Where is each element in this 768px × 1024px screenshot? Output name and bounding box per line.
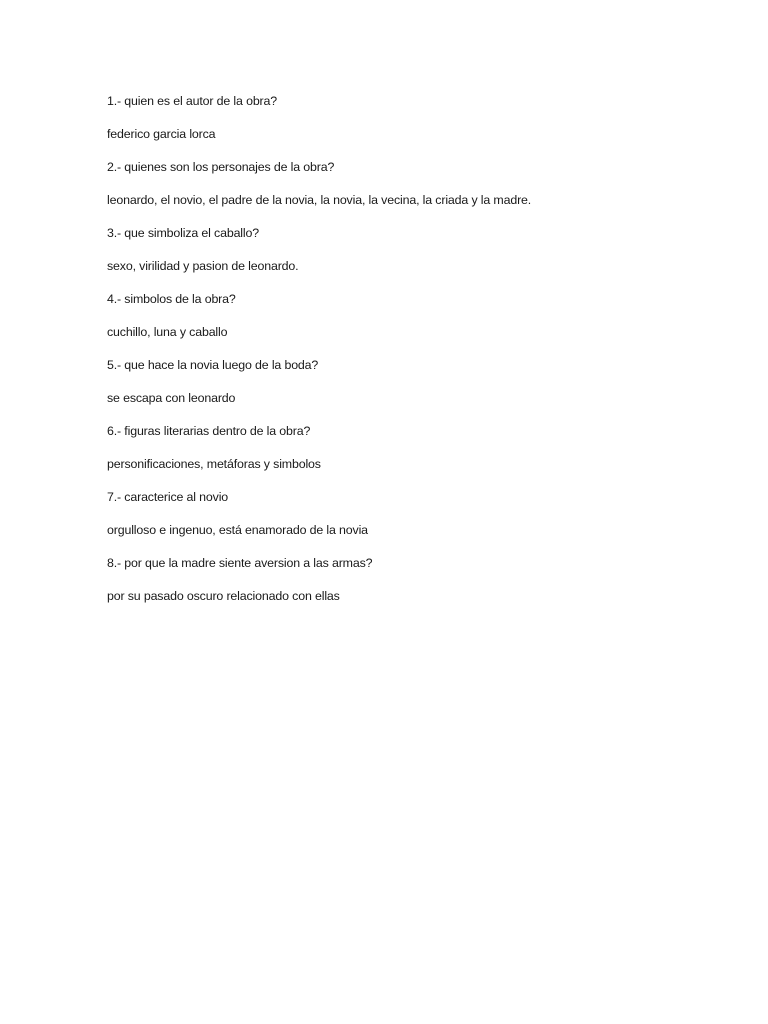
answer-7: orgulloso e ingenuo, está enamorado de la novia: [107, 523, 368, 537]
question-7: 7.- caracterice al novio: [107, 490, 229, 504]
document-page: [107, 93, 707, 621]
answer-3: sexo, virilidad y pasion de leonardo.: [107, 259, 299, 273]
answer-2: leonardo, el novio, el padre de la novia, la novia, la vecina, la criada y la madre.: [107, 193, 532, 207]
question-6: 6.- figuras literarias dentro de la obra?: [107, 424, 311, 438]
answer-4: cuchillo, luna y caballo: [107, 325, 228, 339]
answer-5: se escapa con leonardo: [107, 391, 236, 405]
question-4: 4.- simbolos de la obra?: [107, 292, 236, 306]
answer-8: por su pasado oscuro relacionado con ellas: [107, 589, 340, 603]
answer-6: personificaciones, metáforas y simbolos: [107, 457, 321, 471]
question-8: 8.- por que la madre siente aversion a las armas?: [107, 556, 373, 570]
question-2: 2.- quienes son los personajes de la obra?: [107, 160, 335, 174]
question-1: 1.- quien es el autor de la obra?: [107, 94, 278, 108]
question-3: 3.- que simboliza el caballo?: [107, 226, 259, 240]
question-5: 5.- que hace la novia luego de la boda?: [107, 358, 319, 372]
answer-1: federico garcia lorca: [107, 127, 216, 141]
